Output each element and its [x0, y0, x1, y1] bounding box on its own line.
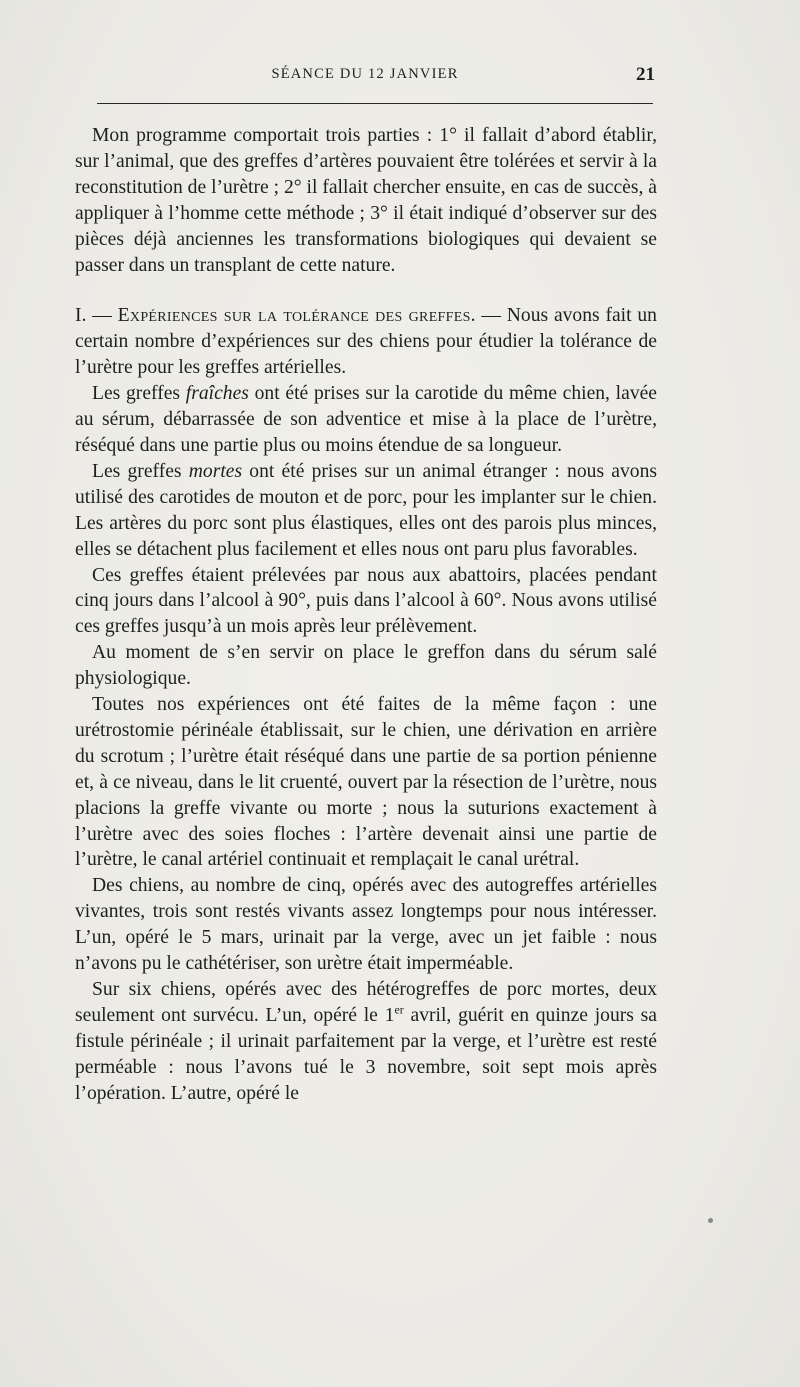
text-run: Au moment de s’en servir on place le greffon dans du sérum salé physiologique. — [75, 642, 657, 690]
header-rule — [97, 103, 653, 104]
text-run: . — Nous avons fait un certain nombre d’expériences sur des chiens pour étudier la tolérance de l’urètre pour les greffes artérielles. — [75, 305, 657, 379]
paragraph — [75, 977, 657, 1107]
text-run: ont été prises sur un animal étranger : nous avons utilisé des carotides de mouton et de porc, pour les implanter sur le chien. Les artères du porc sont plus élastiques, elles ont des parois plus minces, elles se détachent plus facilement et elles nous ont paru plus favorables. — [75, 460, 657, 560]
text-run: I. — — [75, 305, 118, 327]
running-head — [75, 64, 655, 86]
text-run: Mon programme comportait trois parties : 1° il fallait d’abord établir, sur l’animal, que des greffes d’artères pouvaient être tolérées et servir à la reconstitution de l’urètre ; 2° il fallait chercher ensuite, en cas de succès, à appliquer à l’homme cette méthode ; 3° il était indiqué d’observer sur des pièces déjà anciennes les transformations biologiques qui devaient se passer dans un transplant de cette nature. — [75, 125, 657, 276]
italic-term: fraîches — [185, 383, 249, 405]
text-run: Les greffes — [92, 460, 189, 482]
paragraph — [75, 873, 657, 977]
paragraph — [75, 563, 657, 641]
paragraph — [75, 640, 657, 692]
body-text — [75, 123, 657, 1107]
text-run: Ces greffes étaient prélevées par nous aux abattoirs, placées pendant cinq jours dans l’alcool à 90°, puis dans l’alcool à 60°. Nous avons utilisé ces greffes jusqu’à un mois après leur prélèvement. — [75, 564, 657, 638]
text-run: Les greffes — [92, 383, 186, 405]
paragraph — [75, 459, 657, 563]
paragraph — [75, 123, 657, 278]
text-run: Des chiens, au nombre de cinq, opérés avec des autogreffes artérielles vivantes, trois sont restés vivants assez longtemps pour nous intéresser. L’un, opéré le 5 mars, urinait par la verge, avec un jet faible : nous n’avons pu le cathétériser, son urètre était imperméable. — [75, 875, 657, 975]
text-run: ont été prises sur la carotide du même chien, lavée au sérum, débarrassée de son adventice et mise à la place de l’urètre, réséqué dans une partie plus ou moins étendue de sa longueur. — [75, 383, 658, 456]
text-run: Sur six chiens, opérés avec des hétérogreffes de porc mortes, deux seulement ont survécu. L’un, opéré le 1 — [75, 979, 657, 1026]
section-heading-paragraph — [75, 303, 657, 381]
italic-term: mortes — [188, 460, 243, 482]
paragraph — [75, 381, 657, 459]
page-number: 21 — [636, 64, 655, 85]
running-head-title: SÉANCE DU 12 JANVIER — [271, 66, 459, 82]
paragraph — [75, 692, 657, 873]
text-run: avril, guérit en quinze jours sa fistule périnéale ; il urinait parfaitement par la verge, et l’urètre est resté perméable : nous l’avons tué le 3 novembre, soit sept mois après l’opération. L’autre, opéré le — [75, 1004, 657, 1104]
superscript: er — [394, 1002, 404, 1017]
paper-speck — [708, 1218, 713, 1223]
text-run: Toutes nos expériences ont été faites de la même façon : une urétrostomie périnéale établissait, sur le chien, une dérivation en arrière du scrotum ; l’urètre était réséqué dans une partie de sa portion pénienne et, à ce niveau, dans le lit cruenté, ouvert par la résection de l’urètre, nous placions la greffe vivante ou morte ; nous la suturions exactement à l’urètre avec des soies floches : l’artère devenait ainsi une partie de l’urètre, le canal artériel continuait et remplaçait le canal urétral. — [75, 694, 657, 871]
section-title: Expériences sur la tolérance des greffes — [117, 305, 471, 327]
